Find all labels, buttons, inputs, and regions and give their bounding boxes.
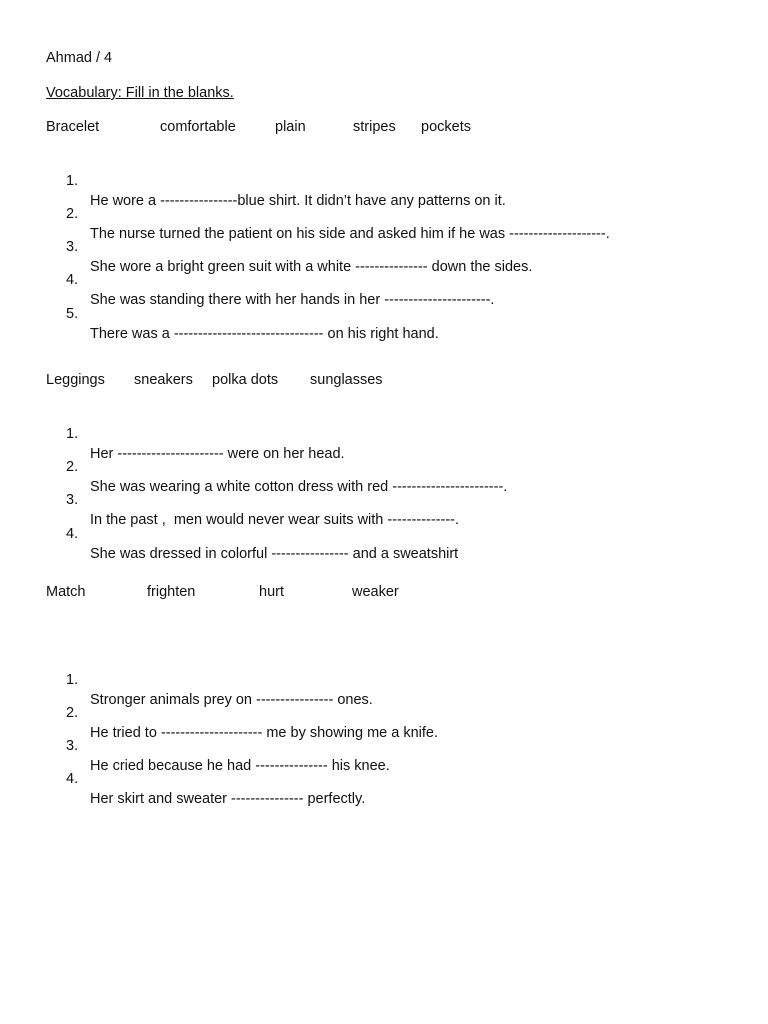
item-text: He tried to --------------------- me by showing me a knife. xyxy=(90,725,439,741)
instruction-heading: Vocabulary: Fill in the blanks. xyxy=(46,85,234,101)
item-number: 4. xyxy=(66,771,79,787)
item-number: 1. xyxy=(66,426,79,442)
student-name: Ahmad / 4 xyxy=(46,50,113,66)
item-number: 2. xyxy=(66,705,79,721)
word-bank-item: stripes xyxy=(353,119,396,135)
item-number: 3. xyxy=(66,239,79,255)
item-text: He cried because he had --------------- his knee. xyxy=(90,758,390,774)
word-bank-item: hurt xyxy=(259,584,284,600)
word-bank-item: Leggings xyxy=(46,372,105,388)
item-text: There was a ------------------------------- on his right hand. xyxy=(90,326,439,342)
word-bank-item: plain xyxy=(275,119,306,135)
item-text: She was wearing a white cotton dress with red -----------------------. xyxy=(90,479,508,495)
item-number: 5. xyxy=(66,306,79,322)
worksheet-page xyxy=(46,0,746,1024)
item-number: 2. xyxy=(66,459,79,475)
word-bank-item: frighten xyxy=(147,584,196,600)
item-text: She was dressed in colorful ---------------- and a sweatshirt xyxy=(90,546,459,562)
item-text: She wore a bright green suit with a white --------------- down the sides. xyxy=(90,259,533,275)
word-bank-item: sneakers xyxy=(134,372,193,388)
item-number: 3. xyxy=(66,492,79,508)
item-text: Her ---------------------- were on her head. xyxy=(90,446,345,462)
word-bank-item: comfortable xyxy=(160,119,236,135)
word-bank-item: sunglasses xyxy=(310,372,383,388)
item-text: The nurse turned the patient on his side and asked him if he was --------------------. xyxy=(90,226,610,242)
word-bank-item: weaker xyxy=(352,584,399,600)
item-number: 4. xyxy=(66,526,79,542)
item-text: He wore a ----------------blue shirt. It didn’t have any patterns on it. xyxy=(90,193,506,209)
word-bank-item: polka dots xyxy=(212,372,279,388)
item-text: Her skirt and sweater --------------- perfectly. xyxy=(90,791,366,807)
word-bank-item: Match xyxy=(46,584,86,600)
item-number: 1. xyxy=(66,672,79,688)
item-text: Stronger animals prey on ---------------- ones. xyxy=(90,692,373,708)
item-number: 4. xyxy=(66,272,79,288)
item-text: In the past , men would never wear suits with --------------. xyxy=(90,512,460,528)
item-number: 3. xyxy=(66,738,79,754)
word-bank-item: pockets xyxy=(421,119,471,135)
word-bank-item: Bracelet xyxy=(46,119,100,135)
item-text: She was standing there with her hands in her ----------------------. xyxy=(90,292,495,308)
item-number: 1. xyxy=(66,173,79,189)
item-number: 2. xyxy=(66,206,79,222)
